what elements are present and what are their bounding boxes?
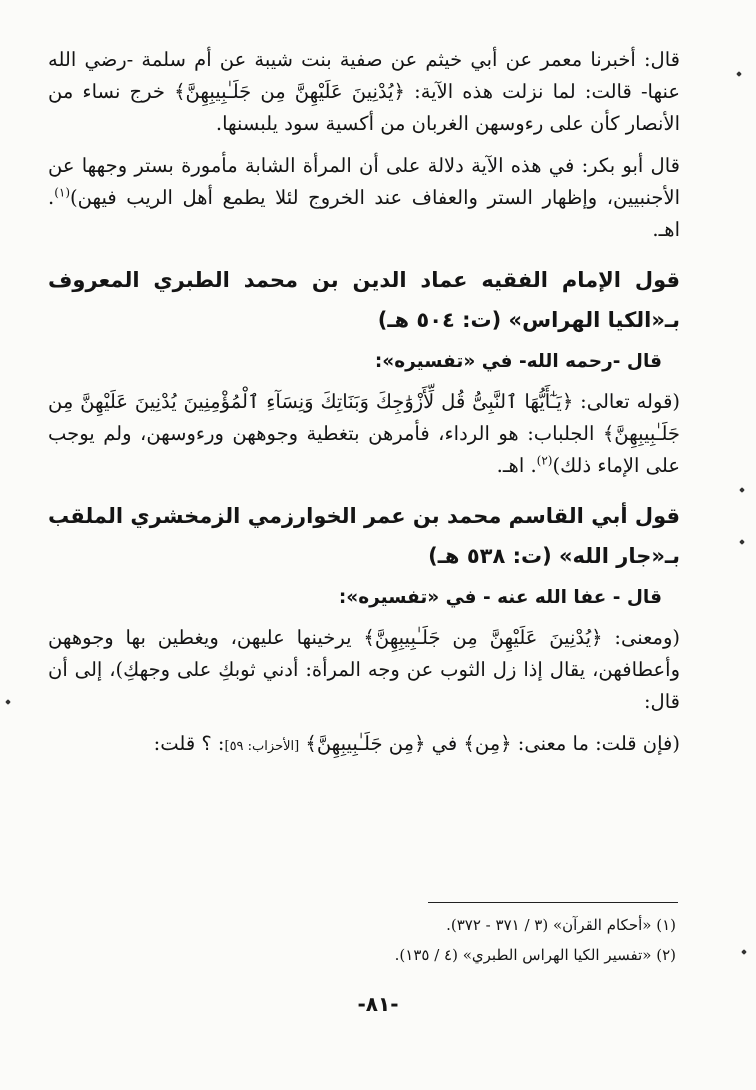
scan-speck bbox=[736, 71, 742, 77]
paragraph-zamakhshari-question bbox=[48, 728, 680, 763]
paragraph-umm-salama-narration: قال: أخبرنا معمر عن أبي خيثم عن صفية بنت شيبة عن أم سلمة -رضي الله عنها- قالت: لما نزلت هذه الآية: ﴿يُدْنِينَ عَلَيْهِنَّ مِن جَلَـٰبِيبِهِنَّ﴾ خرج نساء من الأنصار كأن على رءوسهن الغربان من أكسية سود يلبسنها. bbox=[48, 48, 680, 135]
footnote-divider bbox=[428, 902, 678, 903]
paragraph-tail: : ؟ قلت: bbox=[153, 732, 225, 755]
section-heading-kiya-harras: قول الإمام الفقيه عماد الدين بن محمد الطبري المعروف بـ«الكيا الهراس» (ت: ٥٠٤ هـ) bbox=[48, 268, 680, 332]
paragraph-text: قال أبو بكر: في هذه الآية دلالة على أن المرأة الشابة مأمورة بستر وجهها عن الأجنبيين، وإظهار الستر والعفاف عند الخروج لئلا يطمع أهل الريب فيهن) bbox=[48, 154, 680, 209]
subheading-tafsir-zamakhshari: قال - عفا الله عنه - في «تفسيره»: bbox=[338, 587, 662, 608]
main-text bbox=[48, 44, 680, 773]
page-number: -٨١- bbox=[357, 992, 399, 1016]
paragraph-text: (فإن قلت: ما معنى: ﴿مِن﴾ في ﴿مِن جَلَـٰبِيبِهِنَّ﴾ bbox=[305, 732, 680, 755]
scan-speck bbox=[741, 949, 747, 955]
paragraph-abu-bakr-comment bbox=[48, 150, 680, 246]
paragraph-tail: . اهـ. bbox=[496, 454, 537, 477]
paragraph-tail: . اهـ. bbox=[48, 186, 680, 241]
paragraph-kiya-quote bbox=[48, 386, 680, 482]
verse-reference: [الأحزاب: ٥٩] bbox=[224, 739, 300, 754]
paragraph-zamakhshari-quote: (ومعنى: ﴿يُدْنِينَ عَلَيْهِنَّ مِن جَلَـٰبِيبِهِنَّ﴾ يرخينها عليهن، ويغطين بها وجوههن وأعطافهن، يقال إذا زل الثوب عن وجه المرأة: أدني ثوبكِ على وجهكِ)، إلى أن قال: bbox=[48, 626, 680, 713]
scan-speck bbox=[739, 539, 745, 545]
scan-speck bbox=[5, 699, 11, 705]
footnote-1: (١) «أحكام القرآن» (٣ / ٣٧١ - ٣٧٢). bbox=[446, 916, 676, 934]
paragraph-text: (قوله تعالى: ﴿يَـٰٓأَيُّهَا ٱلنَّبِىُّ قُل لِّأَزْوَٰجِكَ وَبَنَاتِكَ وَنِسَآءِ ٱلْمُؤْمِنِينَ يُدْنِينَ عَلَيْهِنَّ مِن جَلَـٰبِيبِهِنَّ﴾ الجلباب: هو الرداء، فأمرهن بتغطية وجوههن ورءوسهن، ولم يوجب على الإماء ذلك) bbox=[48, 390, 680, 477]
footnote-ref-1[interactable]: (١) bbox=[54, 185, 71, 200]
scan-speck bbox=[739, 487, 745, 493]
footnote-ref-2[interactable]: (٢) bbox=[536, 453, 553, 468]
footnote-2: (٢) «تفسير الكيا الهراس الطبري» (٤ / ١٣٥). bbox=[394, 946, 676, 964]
subheading-tafsir-kiya: قال -رحمه الله- في «تفسيره»: bbox=[374, 351, 662, 372]
section-heading-zamakhshari: قول أبي القاسم محمد بن عمر الخوارزمي الزمخشري الملقب بـ«جار الله» (ت: ٥٣٨ هـ) bbox=[48, 504, 680, 568]
footnotes bbox=[120, 910, 676, 970]
